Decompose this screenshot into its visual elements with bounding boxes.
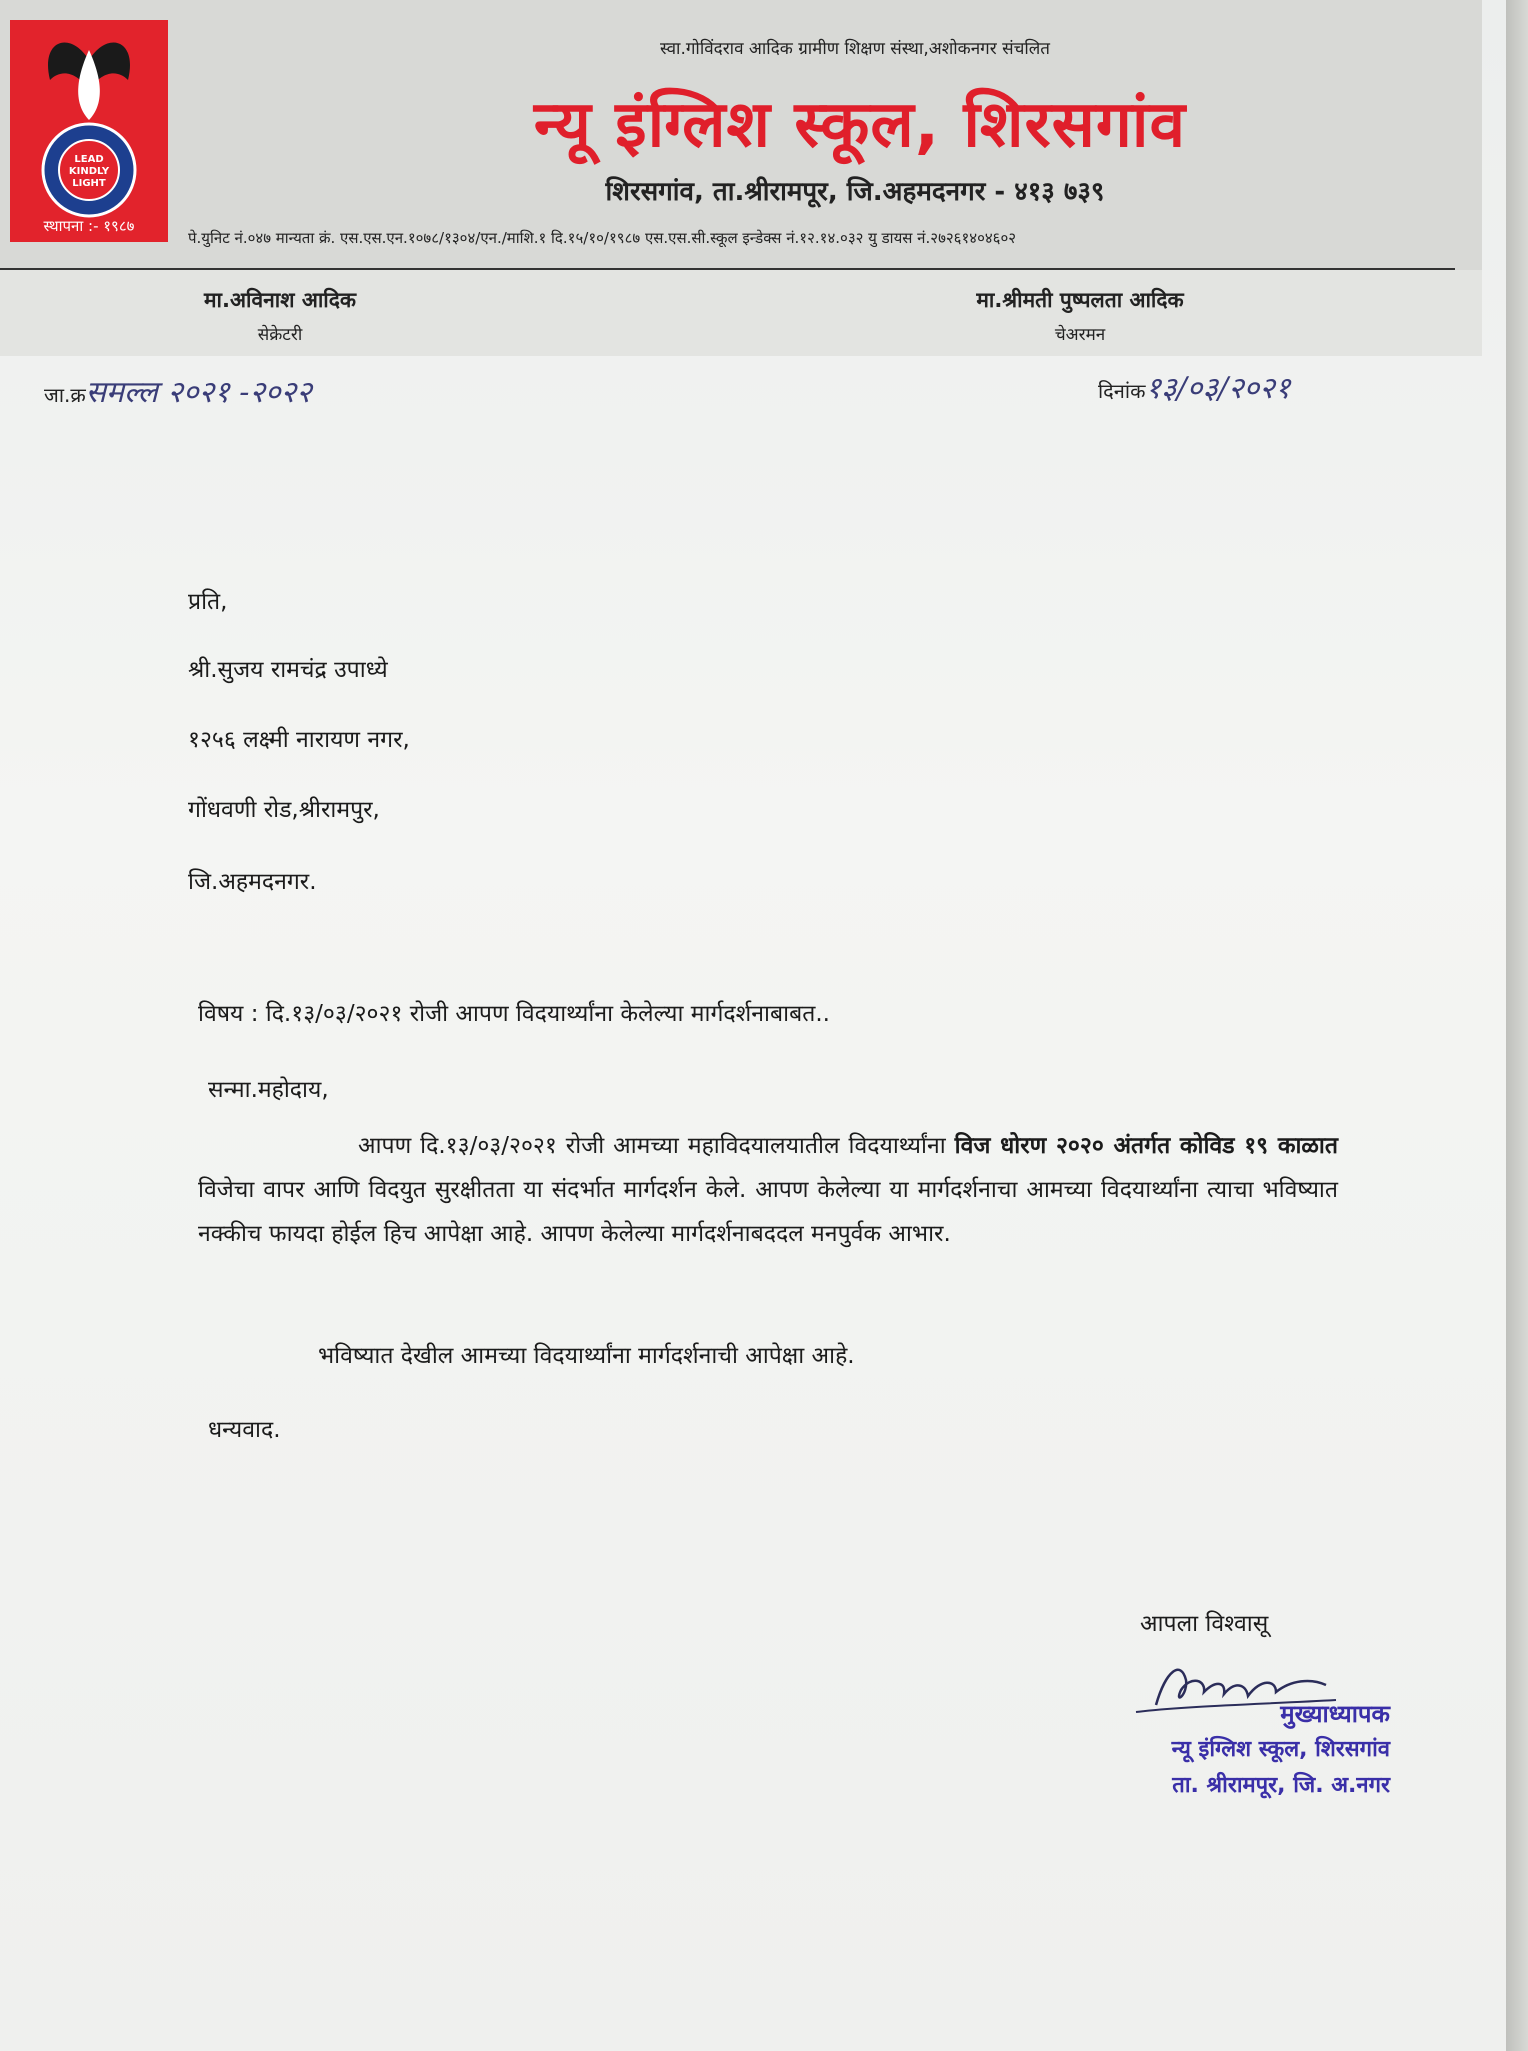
official-stamp — [1060, 1696, 1390, 1804]
recipient-address-line3: जि.अहमदनगर. — [188, 869, 317, 895]
recipient-address-line1: १२५६ लक्ष्मी नारायण नगर, — [188, 727, 410, 753]
svg-text:LIGHT: LIGHT — [72, 178, 106, 189]
school-address: शिरसगांव, ता.श्रीरामपूर, जि.अहमदनगर - ४१३ ७३९ — [605, 177, 1105, 207]
date-value: १३/०३/२०२१ — [1145, 371, 1291, 406]
letter-subject: विषय : दि.१३/०३/२०२१ रोजी आपण विदयार्थ्यांना केलेल्या मार्गदर्शनाबाबत.. — [198, 1001, 830, 1027]
body-p1-emphasis: विज धोरण २०२० अंतर्गत कोविड १९ काळात — [954, 1133, 1338, 1159]
body-paragraph-2: भविष्यात देखील आमच्या विदयार्थ्यांना मार्गदर्शनाची आपेक्षा आहे. — [318, 1343, 855, 1369]
chairman-role: चेअरमन — [1054, 325, 1106, 345]
page-edge-shadow — [1506, 0, 1528, 2051]
date-label: दिनांक — [1098, 379, 1146, 403]
letter-date — [1098, 366, 1290, 407]
stamp-school: न्यू इंग्लिश स्कूल, शिरसगांव — [1171, 1737, 1390, 1762]
eagle-emblem-icon — [10, 20, 168, 220]
recipient-name: श्री.सुजय रामचंद्र उपाध्ये — [188, 657, 388, 683]
trust-line: स्वा.गोविंदराव आदिक ग्रामीण शिक्षण संस्था,अशोकनगर संचलित — [659, 39, 1050, 59]
svg-text:LEAD: LEAD — [74, 154, 104, 165]
recipient-address-line2: गोंधवणी रोड,श्रीरामपुर, — [188, 797, 380, 823]
school-name: न्यू इंग्लिश स्कूल, शिरसगांव — [533, 88, 1187, 162]
chairman-name: मा.श्रीमती पुष्पलता आदिक — [976, 288, 1184, 312]
reference-value: समल्ल २०२१ -२०२२ — [85, 375, 312, 410]
body-paragraph-1 — [198, 1124, 1338, 1256]
salutation: सन्मा.महोदाय, — [208, 1077, 329, 1103]
registration-info: पे.युनिट नं.०४७ मान्यता क्रं. एस.एस.एन.१०७८/१३०४/एन./माशि.१ दि.१५/१०/१९८७ एस.एस.सी.स्कूल इन्डेक्स नं.१२.१४.०३२ यु डायस नं.२७२६१४०४६०२ — [188, 229, 1017, 247]
recipient-to: प्रति, — [188, 589, 228, 615]
reference-number — [44, 370, 312, 411]
school-logo — [10, 20, 168, 242]
body-p1-start: आपण दि.१३/०३/२०२१ रोजी आमच्या महाविदयालयातील विदयार्थ्यांना — [358, 1133, 955, 1159]
chairman-block — [930, 286, 1230, 345]
secretary-role: सेक्रेटरी — [257, 325, 303, 345]
svg-text:KINDLY: KINDLY — [68, 166, 110, 177]
stamp-address: ता. श्रीरामपूर, जि. अ.नगर — [1172, 1773, 1390, 1798]
closing-yours: आपला विश्वासू — [1140, 1611, 1269, 1637]
body-p1-end: विजेचा वापर आणि विदयुत सुरक्षीतता या संदर्भात मार्गदर्शन केले. आपण केलेल्या या मार्गदर्शनाचा आमच्या विदयार्थ्यांना त्याचा भविष्यात नक्कीच फायदा होईल हिच आपेक्षा आहे. आपण केलेल्या मार्गदर्शनाबददल मनपुर्वक आभार. — [198, 1177, 1338, 1247]
thanks-line: धन्यवाद. — [208, 1417, 281, 1443]
secretary-block — [160, 286, 400, 345]
stamp-title: मुख्याध्यापक — [1280, 1700, 1390, 1728]
reference-label: जा.क्र — [44, 383, 86, 407]
secretary-name: मा.अविनाश आदिक — [204, 288, 356, 312]
logo-founded-caption: स्थापना :- १९८७ — [43, 217, 135, 235]
